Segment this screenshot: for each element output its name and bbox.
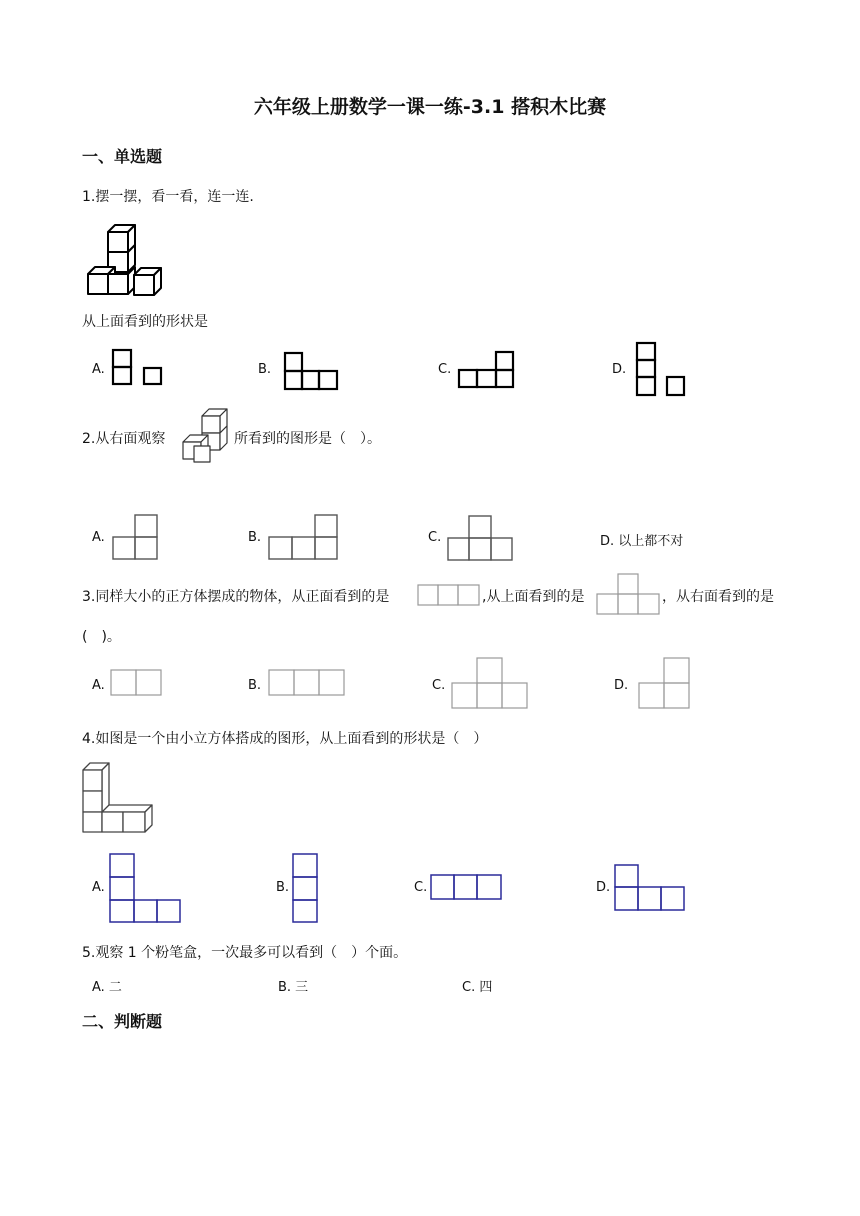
question-3-option-c[interactable]: C. — [432, 678, 446, 693]
question-3-text-3: ，从右面看到的是 — [662, 589, 774, 605]
question-2-text-before: 2.从右面观察 — [82, 431, 166, 447]
question-3-option-a[interactable]: A. — [92, 678, 105, 693]
question-4-option-a-figure — [109, 853, 183, 925]
question-1-option-b-figure — [284, 352, 340, 390]
question-3-option-a-figure — [110, 669, 164, 697]
question-2-text-after: 所看到的图形是（ ）。 — [234, 431, 381, 447]
section-heading-true-false: 二、判断题 — [82, 1012, 163, 1031]
question-4-text: 4.如图是一个由小立方体搭成的图形，从上面看到的形状是（ ） — [82, 731, 488, 747]
question-1-option-c-figure — [458, 351, 516, 389]
question-4-option-c-figure — [430, 874, 504, 902]
question-1-cube-figure — [84, 218, 174, 298]
question-3-text-1: 3.同样大小的正方体摆成的物体，从正面看到的是 — [82, 589, 390, 605]
question-1-option-d[interactable]: D. — [612, 362, 627, 377]
question-3-option-b-figure — [268, 669, 348, 697]
question-5-option-c[interactable]: C. 四 — [462, 980, 493, 995]
question-3-option-d-figure — [638, 657, 694, 711]
question-5-text: 5.观察 1 个粉笔盒，一次最多可以看到（ ）个面。 — [82, 945, 408, 961]
question-1-subtext: 从上面看到的形状是 — [82, 314, 208, 330]
question-2-cube-figure — [182, 406, 232, 464]
question-4-option-d[interactable]: D. — [596, 880, 611, 895]
question-2-option-b[interactable]: B. — [248, 530, 262, 545]
question-1-option-b[interactable]: B. — [258, 362, 272, 377]
question-4-option-b[interactable]: B. — [276, 880, 290, 895]
question-4-option-b-figure — [292, 853, 320, 925]
question-1-option-a-figure — [112, 349, 164, 385]
question-4-option-d-figure — [614, 864, 688, 914]
question-1-option-a[interactable]: A. — [92, 362, 105, 377]
question-1-option-d-figure — [636, 342, 686, 398]
question-1-text: 1.摆一摆，看一看，连一连. — [82, 189, 254, 205]
question-3-front-view-figure — [417, 584, 483, 608]
question-5-option-a[interactable]: A. 二 — [92, 980, 122, 995]
question-2-option-d[interactable]: D. 以上都不对 — [600, 534, 684, 549]
question-3-text-4: ( )。 — [82, 629, 121, 645]
section-heading-single-choice: 一、单选题 — [82, 147, 163, 166]
question-3-text-2: ,从上面看到的是 — [482, 589, 585, 605]
question-3-option-b[interactable]: B. — [248, 678, 262, 693]
question-4-option-a[interactable]: A. — [92, 880, 105, 895]
question-3-option-c-figure — [451, 657, 531, 711]
question-2-option-b-figure — [268, 514, 340, 562]
question-2-option-c-figure — [447, 515, 515, 563]
question-2-option-a-figure — [112, 514, 160, 562]
question-3-option-d[interactable]: D. — [614, 678, 629, 693]
question-2-option-c[interactable]: C. — [428, 530, 442, 545]
question-1-option-c[interactable]: C. — [438, 362, 452, 377]
question-3-top-view-figure — [596, 573, 662, 617]
question-4-cube-figure — [82, 762, 154, 834]
page-title: 六年级上册数学一课一练-3.1 搭积木比赛 — [253, 96, 607, 118]
question-4-option-c[interactable]: C. — [414, 880, 428, 895]
question-2-option-a[interactable]: A. — [92, 530, 105, 545]
question-5-option-b[interactable]: B. 三 — [278, 980, 309, 995]
